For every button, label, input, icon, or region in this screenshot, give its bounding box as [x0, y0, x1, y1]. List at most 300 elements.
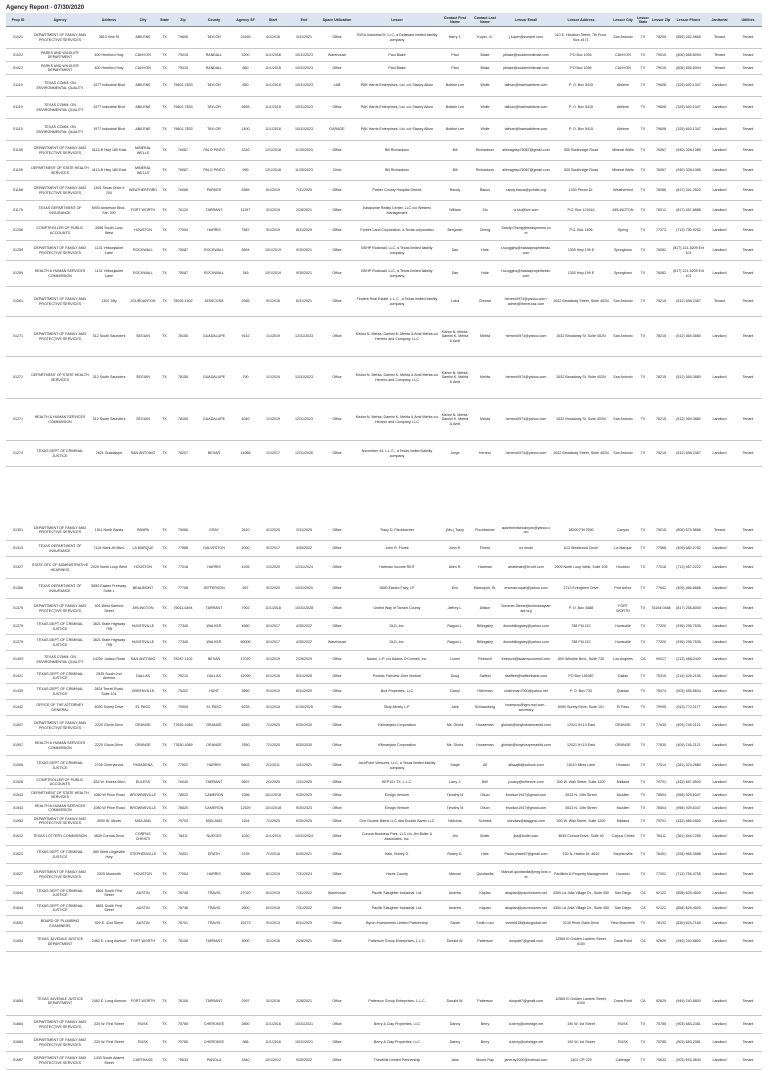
- table-row: [6, 988, 762, 1016]
- table-cell: 77002: [650, 864, 672, 886]
- table-cell: 2706 Cherrybrook: [90, 756, 128, 776]
- table-cell: LAB: [320, 75, 354, 97]
- table-cell: Landlord: [705, 802, 734, 815]
- table-cell: ARLINGTON: [610, 201, 636, 221]
- table-cell: TX: [636, 669, 650, 684]
- table-cell: Saqib: [440, 756, 470, 776]
- table-cell: Herrero: [470, 441, 500, 467]
- table-cell: 76106: [171, 988, 195, 1016]
- table-cell: 75785: [650, 1016, 672, 1034]
- table-cell: Harry J.: [440, 27, 470, 49]
- column-header: State: [158, 13, 171, 27]
- table-cell: Choose: [470, 287, 500, 317]
- table-cell: 6603: [233, 756, 258, 776]
- table-cell: 929 E. 41st Street: [90, 916, 128, 932]
- table-cell: 860: [233, 62, 258, 75]
- table-cell: Landlord: [705, 815, 734, 828]
- table-cell: Tenant: [734, 317, 762, 357]
- table-cell: Houston: [610, 864, 636, 886]
- table-cell: 53056: [233, 864, 258, 886]
- table-cell: MIDLAND: [195, 815, 233, 828]
- table-cell: 01612: [6, 828, 30, 846]
- table-cell: STEPHENVILLE: [128, 846, 158, 864]
- table-cell: TX: [158, 864, 171, 886]
- table-cell: Ali: [470, 756, 500, 776]
- table-cell: Tenant: [734, 684, 762, 700]
- table-cell: Tenant: [734, 716, 762, 736]
- table-cell: Jim: [440, 828, 470, 846]
- table-cell: 01507: [6, 716, 30, 736]
- table-cell: 10/31/2023: [288, 97, 320, 119]
- table-row: [6, 97, 762, 119]
- table-cell: 1840: [233, 1052, 258, 1070]
- table-cell: Landlord: [705, 988, 734, 1016]
- table-cell: CARTHAGE: [128, 1052, 158, 1070]
- table-cell: Forbes Land Corporation, a Texas corporation: [354, 221, 440, 241]
- table-row: [6, 776, 762, 789]
- table-cell: TARRANT: [195, 201, 233, 221]
- table-cell: AUSTIN: [128, 901, 158, 916]
- table-cell: 79608: [650, 75, 672, 97]
- table-cell: 01439: [6, 684, 30, 700]
- table-cell: 3/1/2015: [258, 700, 288, 716]
- table-row: [6, 1016, 762, 1034]
- table-cell: TAYLOR: [195, 75, 233, 97]
- table-cell: (817) 457-8888: [672, 201, 705, 221]
- table-cell: PANOLA: [195, 1052, 233, 1070]
- table-cell: Patterson: [470, 988, 500, 1016]
- table-cell: Office: [320, 651, 354, 669]
- table-cell: TX: [158, 846, 171, 864]
- table-cell: 4/1/2016: [258, 27, 288, 49]
- column-header: Start: [258, 13, 288, 27]
- table-row: [6, 521, 762, 541]
- table-cell: AUSTIN: [128, 886, 158, 901]
- table-cell: 2/28/2021: [288, 988, 320, 1016]
- table-cell: PARKER: [195, 181, 233, 201]
- table-cell: Office: [320, 62, 354, 75]
- table-cell: 833 W. Euless Blvd: [90, 776, 128, 789]
- table-cell: GREENVILLE: [128, 684, 158, 700]
- table-cell: 2/1/2020: [258, 776, 288, 789]
- table-cell: Pontiac Fairview Joint Venture: [354, 669, 440, 684]
- table-cell: Jeffrey L.: [440, 599, 470, 619]
- table-cell: CANYON: [610, 62, 636, 75]
- table-cell: 76067: [171, 141, 195, 161]
- table-cell: Office: [320, 846, 354, 864]
- table-cell: (817) 221-5209 Ext 101: [672, 241, 705, 261]
- table-cell: Abilene: [610, 97, 636, 119]
- table-cell: PASADENA: [128, 756, 158, 776]
- table-cell: TX: [158, 736, 171, 756]
- table-cell: Office: [320, 181, 354, 201]
- table-cell: Landlord: [705, 357, 734, 399]
- table-cell: 9/30/2021: [288, 241, 320, 261]
- table-cell: 4350 La Jolla Village Dr., Suite 450: [552, 901, 610, 916]
- table-cell: 90017: [650, 651, 672, 669]
- table-cell: 10/31/2023: [288, 49, 320, 62]
- table-cell: 01110: [6, 119, 30, 141]
- table-cell: talhum@harrisabilene.com: [500, 119, 552, 141]
- table-cell: Tenant: [705, 62, 734, 75]
- table-cell: (512) 658-2367: [672, 287, 705, 317]
- table-cell: 6090 Surety Drive, Suite 101: [552, 700, 610, 716]
- table-cell: HOUSTON: [128, 557, 158, 579]
- table-cell: BEXAR: [195, 441, 233, 467]
- table-cell: Tenant: [734, 651, 762, 669]
- table-cell: Boller: [470, 828, 500, 846]
- table-cell: 3610 Vine St: [90, 27, 128, 49]
- table-cell: Andrew: [440, 901, 470, 916]
- table-cell: Bobbie Lee: [440, 119, 470, 141]
- table-cell: 01379: [6, 635, 30, 651]
- table-cell: Tenant: [734, 932, 762, 952]
- table-cell: BEAUMONT: [128, 579, 158, 599]
- table-cell: Landlord: [705, 756, 734, 776]
- table-cell: RANDALL: [195, 62, 233, 75]
- table-cell: (325) 692-1347: [672, 97, 705, 119]
- table-cell: Tenant: [734, 357, 762, 399]
- table-cell: Manuel: [440, 864, 470, 886]
- table-cell: 75210: [171, 669, 195, 684]
- table-cell: Dallas: [610, 669, 636, 684]
- table-cell: Berry & Clay Properties, LLC: [354, 1034, 440, 1052]
- table-cell: no email: [500, 541, 552, 557]
- table-cell: CA: [636, 988, 650, 1016]
- table-cell: dsaffeel@saffeelbank.com: [500, 669, 552, 684]
- table-cell: Benjamin: [440, 221, 470, 241]
- table-row: [6, 317, 762, 357]
- table-cell: 01168: [6, 181, 30, 201]
- table-cell: Olson: [470, 789, 500, 802]
- table-cell: (940) 328-1085: [672, 161, 705, 181]
- table-cell: DEPARTMENT OF FAMILY AND PROTECTIVE SERVICES: [30, 1052, 90, 1070]
- table-cell: Office: [320, 789, 354, 802]
- table-cell: Office: [320, 599, 354, 619]
- table-cell: 800 Wilshire Blvd., Suite 730: [552, 651, 610, 669]
- table-cell: DEPARTMENT OF FAMILY AND PROTECTIVE SERVICES: [30, 141, 90, 161]
- table-cell: TEXAS DEPARTMENT OF INSURANCE: [30, 579, 90, 599]
- report-title: Agency Report - 07/30/2020: [6, 5, 85, 11]
- table-cell: ahartman@hi-reit.com: [500, 557, 552, 579]
- table-cell: Hartman: [470, 557, 500, 579]
- table-cell: ORANGE: [128, 716, 158, 736]
- table-cell: TX: [636, 317, 650, 357]
- table-cell: 500 Southridge Road: [552, 141, 610, 161]
- table-cell: Kilimanjaro Corporation: [354, 716, 440, 736]
- table-cell: TEXAS DEPT OF CRIMINAL JUSTICE: [30, 635, 90, 651]
- table-cell: 92629: [650, 988, 672, 1016]
- table-cell: Tenant: [734, 97, 762, 119]
- table-row: [6, 557, 762, 579]
- table-cell: Quintanilla: [470, 864, 500, 886]
- table-cell: 78748: [171, 886, 195, 901]
- table-cell: TEXAS COMM. ON ENVIRONMENTAL QUALITY: [30, 75, 90, 97]
- table-cell: Patterson Group Enterprises, L.L.C.: [354, 988, 440, 1016]
- table-cell: TX: [636, 700, 650, 716]
- table-cell: 7124 Mark #5 Blvd.: [90, 541, 128, 557]
- table-cell: JOURDANTON: [128, 287, 158, 317]
- table-cell: Kishor N. Mehta, Damini K. Mehta & Amit Mehta c/o Herrero and Company, LLC: [354, 317, 440, 357]
- table-cell: Sarah: [440, 916, 470, 932]
- table-cell: HEALTH & HUMAN SERVICES COMMISSION: [30, 261, 90, 287]
- table-cell: TX: [158, 1016, 171, 1034]
- table-cell: 11/1/2018: [258, 599, 288, 619]
- table-cell: 79015: [171, 49, 195, 62]
- table-cell: 2220 Gloria Drive: [90, 716, 128, 736]
- table-cell: ATASCOSA: [195, 287, 233, 317]
- table-cell: 8/1/2015: [258, 886, 288, 901]
- table-cell: 77340: [171, 619, 195, 635]
- table-cell: 1/1/2020: [258, 557, 288, 579]
- table-cell: 1302 Jiffy: [90, 287, 128, 317]
- table-cell: TX: [636, 828, 650, 846]
- table-cell: SAN ANTONIO: [128, 441, 158, 467]
- table-cell: ERATH: [195, 846, 233, 864]
- table-cell: 9/30/2022: [288, 1052, 320, 1070]
- table-cell: 79602-7833: [171, 97, 195, 119]
- table-cell: 12/31/2026: [288, 441, 320, 467]
- table-cell: Office: [320, 619, 354, 635]
- table-cell: Landlord: [705, 700, 734, 716]
- table-row: [6, 599, 762, 619]
- table-cell: 613 Westwood Circle: [552, 541, 610, 557]
- table-cell: (512) 369-3880: [672, 357, 705, 399]
- table-cell: Bell: [470, 776, 500, 789]
- table-cell: Ragosi L.: [440, 619, 470, 635]
- table-cell: Berry: [470, 1034, 500, 1052]
- table-cell: Hitchman: [470, 684, 500, 700]
- table-cell: TX: [158, 599, 171, 619]
- table-cell: ssmith108@sbcglobal.net: [500, 916, 552, 932]
- table-cell: 2/28/2029: [288, 651, 320, 669]
- table-cell: Tenant: [734, 736, 762, 756]
- table-cell: TX: [158, 161, 171, 181]
- table-cell: 60000: [233, 635, 258, 651]
- table-cell: 79905: [650, 700, 672, 716]
- table-cell: HUNTSVILLE: [128, 635, 158, 651]
- table-cell: McAllen: [610, 789, 636, 802]
- table-cell: Tenant: [734, 864, 762, 886]
- table-cell: 79066: [171, 521, 195, 541]
- table-cell: TX: [158, 802, 171, 815]
- table-cell: 9/1/2013: [258, 916, 288, 932]
- table-cell: Landlord: [705, 221, 734, 241]
- table-cell: Office: [320, 988, 354, 1016]
- table-row: [6, 684, 762, 700]
- table-cell: Tenant: [734, 828, 762, 846]
- table-cell: 1131 Yellowjacket Lane: [90, 241, 128, 261]
- table-cell: (956) 929-6347: [672, 789, 705, 802]
- table-cell: FORT WORTH: [128, 201, 158, 221]
- table-cell: 1080 W Price Road: [90, 802, 128, 815]
- table-cell: SEGUIN: [128, 357, 158, 399]
- table-cell: 1/31/2025: [288, 776, 320, 789]
- table-cell: HEALTH & HUMAN SERVICES COMMISSION: [30, 802, 90, 815]
- table-cell: PAK Harris Enterprises, Ltd. c/o Stacey Allum: [354, 119, 440, 141]
- table-cell: 01652: [6, 916, 30, 932]
- table-cell: ORANGE: [610, 716, 636, 736]
- table-cell: 2462 E. Long Avenue: [90, 932, 128, 952]
- table-cell: Corpus Christi: [610, 828, 636, 846]
- table-cell: TEXAS DEPT OF CRIMINAL JUSTICE: [30, 901, 90, 916]
- table-cell: Bobbie Lee: [440, 97, 470, 119]
- table-cell: Timothy M: [440, 789, 470, 802]
- table-cell: WALKER: [195, 635, 233, 651]
- column-header: Contact Last Name: [470, 13, 500, 27]
- table-cell: Landlord: [705, 916, 734, 932]
- table-cell: Office: [320, 557, 354, 579]
- table-cell: TX: [636, 815, 650, 828]
- table-cell: 01654: [6, 932, 30, 952]
- table-cell: 7/31/2022: [288, 901, 320, 916]
- table-cell: 1/1/2019: [258, 357, 288, 399]
- table-cell: Doug: [440, 669, 470, 684]
- table-cell: talhum@harrisabilene.com: [500, 97, 552, 119]
- column-header: Space Utilization: [320, 13, 354, 27]
- table-row: [6, 441, 762, 467]
- table-cell: TX: [636, 1052, 650, 1070]
- table-row: [6, 579, 762, 599]
- table-cell: 77320: [650, 635, 672, 651]
- table-cell: Larry J.: [440, 776, 470, 789]
- table-cell: 9/30/2023: [288, 789, 320, 802]
- table-cell: Landlord: [705, 846, 734, 864]
- table-cell: gloriah@tonyhousemanltd.com: [500, 716, 552, 736]
- table-cell: 2821 Guadalupe: [90, 441, 128, 467]
- table-cell: GALVESTON: [195, 541, 233, 557]
- table-cell: 77568: [171, 541, 195, 557]
- table-cell: HARRIS: [195, 756, 233, 776]
- table-cell: 8/1/2019: [258, 181, 288, 201]
- table-cell: 78411: [171, 828, 195, 846]
- table-cell: 01442: [6, 700, 30, 716]
- table-cell: 6/1/2016: [258, 669, 288, 684]
- table-cell: 1154: [233, 815, 258, 828]
- table-cell: 12/1/2018: [258, 161, 288, 181]
- table-cell: Tenant: [734, 1034, 762, 1052]
- table-cell: Richardson: [470, 141, 500, 161]
- table-cell: Kishor N. Mehta, Damini K. Mehta & Amit: [440, 317, 470, 357]
- table-cell: Hale: [470, 241, 500, 261]
- table-row: [6, 736, 762, 756]
- table-cell: Saffeel: [470, 669, 500, 684]
- table-cell: Hale, Robey G.: [354, 846, 440, 864]
- table-cell: (361) 844-7265: [672, 828, 705, 846]
- table-cell: TEXAS DEPARTMENT OF INSURANCE: [30, 541, 90, 557]
- table-row: [6, 161, 762, 181]
- table-cell: Sommer.Steele@unitedwaytarrant.org: [500, 599, 552, 619]
- table-cell: TRAVIS: [195, 916, 233, 932]
- table-cell: TARRANT: [195, 776, 233, 789]
- table-cell: Kishor N. Mehta, Damini K. Mehta & Amit: [440, 399, 470, 441]
- table-cell: TX: [158, 619, 171, 635]
- table-cell: Tenant: [734, 579, 762, 599]
- table-cell: 7/1/2016: [258, 846, 288, 864]
- table-cell: Danny: [440, 1034, 470, 1052]
- table-cell: 10/1/2019: [258, 261, 288, 287]
- table-cell: Tenant: [734, 521, 762, 541]
- table-cell: TX: [158, 932, 171, 952]
- table-cell: Kaplan: [470, 901, 500, 916]
- table-cell: Moore Ray: [470, 1052, 500, 1070]
- table-cell: Tenant: [734, 700, 762, 716]
- table-cell: Tenant: [734, 241, 762, 261]
- table-cell: TX: [158, 287, 171, 317]
- table-cell: allenagrisp76067@gmail.com: [500, 141, 552, 161]
- table-cell: TX: [158, 651, 171, 669]
- table-cell: chitchman7000@yahoo.net: [500, 684, 552, 700]
- table-cell: TX: [158, 541, 171, 557]
- table-cell: 850: [233, 75, 258, 97]
- table-cell: (817) 221-5209 Ext 101: [672, 261, 705, 287]
- table-cell: 3/1/2019: [258, 651, 288, 669]
- table-cell: (903) 683-2381: [672, 1016, 705, 1034]
- table-cell: Landlord: [705, 886, 734, 901]
- table-cell: Landlord: [705, 684, 734, 700]
- table-cell: Tenant: [705, 287, 734, 317]
- table-cell: Tenant: [734, 399, 762, 441]
- table-cell: 12565 El Golden Lantern Street, #100: [552, 932, 610, 952]
- table-cell: akaplan@pacventures.net: [500, 901, 552, 916]
- table-cell: Timothy M: [440, 802, 470, 815]
- table-cell: 78215: [650, 399, 672, 441]
- table-cell: Corona Business Park, LLC c/o Jim Boller & Associates, Inc.: [354, 828, 440, 846]
- table-cell: Tenant: [734, 886, 762, 901]
- table-cell: Pacific Slaughter Industrial, Ltd.: [354, 901, 440, 916]
- table-cell: 10/1/2019: [258, 241, 288, 261]
- table-row: [6, 901, 762, 916]
- table-cell: 01271: [6, 399, 30, 441]
- table-row: [6, 802, 762, 815]
- table-cell: (432) 685-0900: [672, 815, 705, 828]
- table-cell: herrero0974@yahoo.com: [500, 399, 552, 441]
- table-cell: Springtown: [610, 241, 636, 261]
- table-cell: 4/1/2020: [258, 521, 288, 541]
- table-cell: Hale: [470, 261, 500, 287]
- table-row: [6, 1034, 762, 1052]
- table-cell: TX: [158, 756, 171, 776]
- table-cell: 990: [233, 161, 258, 181]
- table-cell: 77708: [171, 579, 195, 599]
- table-cell: TX: [636, 357, 650, 399]
- table-cell: 11/1/2019: [258, 828, 288, 846]
- table-cell: 01327: [6, 557, 30, 579]
- table-cell: 79703: [171, 815, 195, 828]
- table-cell: TX: [636, 789, 650, 802]
- table-cell: PAMPA: [128, 521, 158, 541]
- table-cell: Tenant: [705, 49, 734, 62]
- table-cell: San Antonio: [610, 357, 636, 399]
- table-cell: TX: [158, 241, 171, 261]
- table-cell: Dana Point: [610, 988, 636, 1016]
- table-cell: NUECES: [195, 828, 233, 846]
- table-cell: Office: [320, 441, 354, 467]
- table-cell: 76086: [650, 181, 672, 201]
- table-cell: Naomi, L.P. c/o Adams O'Connell, Inc.: [354, 651, 440, 669]
- table-cell: ABILENE: [128, 27, 158, 49]
- table-cell: 76082: [650, 241, 672, 261]
- table-cell: 4500 W. Illinois: [90, 815, 128, 828]
- table-cell: 78751: [171, 916, 195, 932]
- table-cell: jcoacy@fcfirenze.com: [500, 776, 552, 789]
- table-cell: Parker County Hospital District: [354, 181, 440, 201]
- table-cell: 10/31/2020: [288, 579, 320, 599]
- table-cell: jba@boller.com: [500, 828, 552, 846]
- table-cell: 5/1/2020: [258, 579, 288, 599]
- table-cell: TEXAS LOTTERY COMMISSION: [30, 828, 90, 846]
- table-cell: 7/31/2020: [288, 181, 320, 201]
